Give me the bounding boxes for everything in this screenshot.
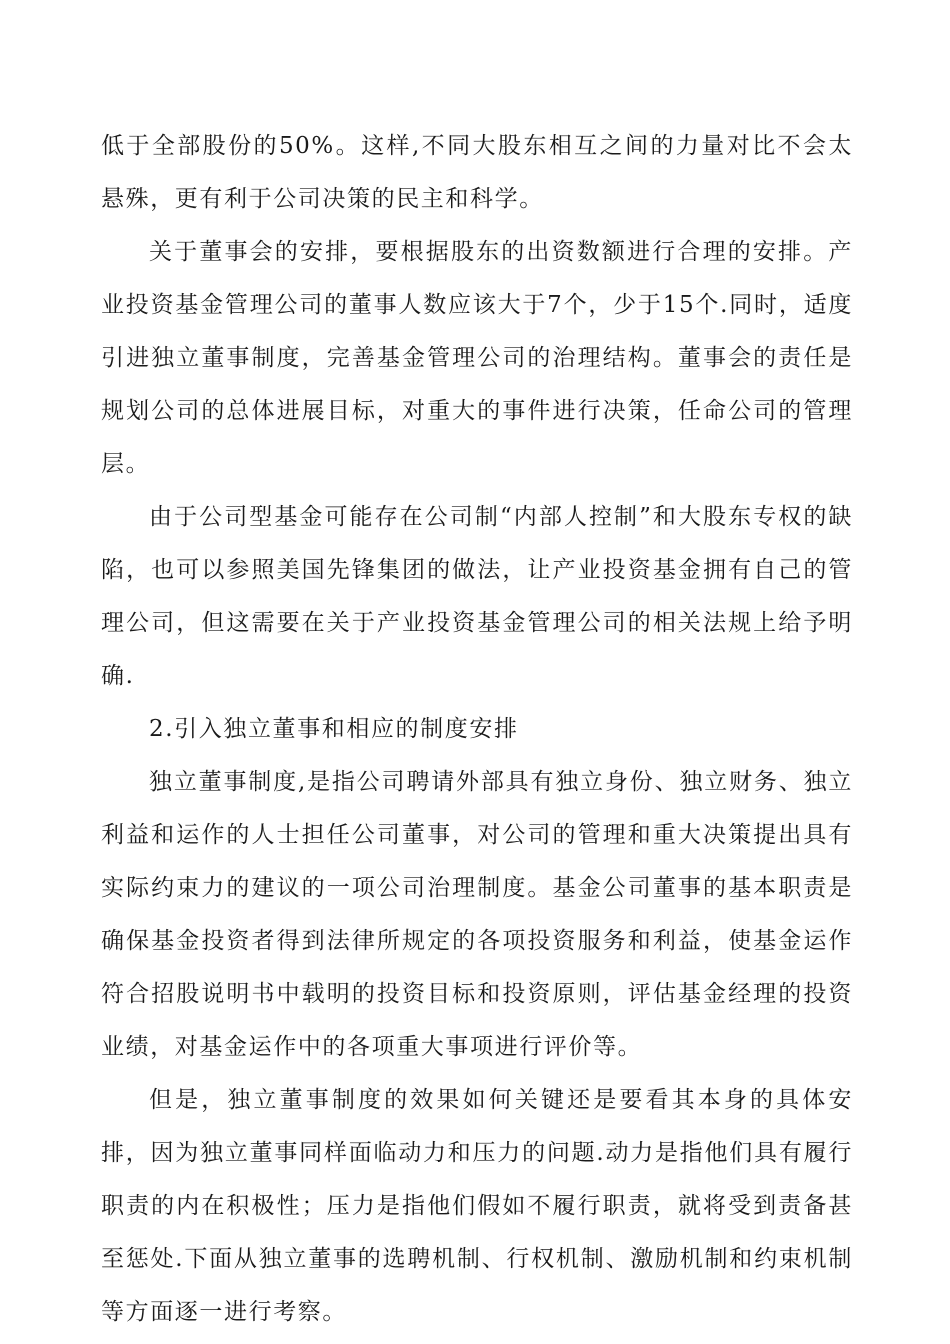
section-heading: 2.引入独立董事和相应的制度安排 [149, 716, 519, 742]
document-body [101, 120, 853, 1339]
paragraph-continuation: 低于全部股份的50%。这样,不同大股东相互之间的力量对比不会太悬殊，更有利于公司决策的民主和科学。 [101, 133, 853, 212]
paragraph-independent-director-definition: 独立董事制度,是指公司聘请外部具有独立身份、独立财务、独立利益和运作的人士担任公司董事，对公司的管理和重大决策提出具有实际约束力的建议的一项公司治理制度。基金公司董事的基本职责是确保基金投资者得到法律所规定的各项投资服务和利益，使基金运作符合招股说明书中载明的投资目标和投资原则，评估基金经理的投资业绩，对基金运作中的各项重大事项进行评价等。 [101, 769, 853, 1060]
paragraph-insider-control: 由于公司型基金可能存在公司制“内部人控制”和大股东专权的缺陷，也可以参照美国先锋集团的做法，让产业投资基金拥有自己的管理公司，但这需要在关于产业投资基金管理公司的相关法规上给予明确. [101, 504, 853, 689]
paragraph-independent-director-effect: 但是，独立董事制度的效果如何关键还是要看其本身的具体安排，因为独立董事同样面临动力和压力的问题.动力是指他们具有履行职责的内在积极性；压力是指他们假如不履行职责，就将受到责备甚至惩处.下面从独立董事的选聘机制、行权机制、激励机制和约束机制等方面逐一进行考察。 [101, 1087, 853, 1325]
paragraph-board-arrangement: 关于董事会的安排，要根据股东的出资数额进行合理的安排。产业投资基金管理公司的董事人数应该大于7个，少于15个.同时，适度引进独立董事制度，完善基金管理公司的治理结构。董事会的责任是规划公司的总体进展目标，对重大的事件进行决策，任命公司的管理层。 [101, 239, 853, 477]
